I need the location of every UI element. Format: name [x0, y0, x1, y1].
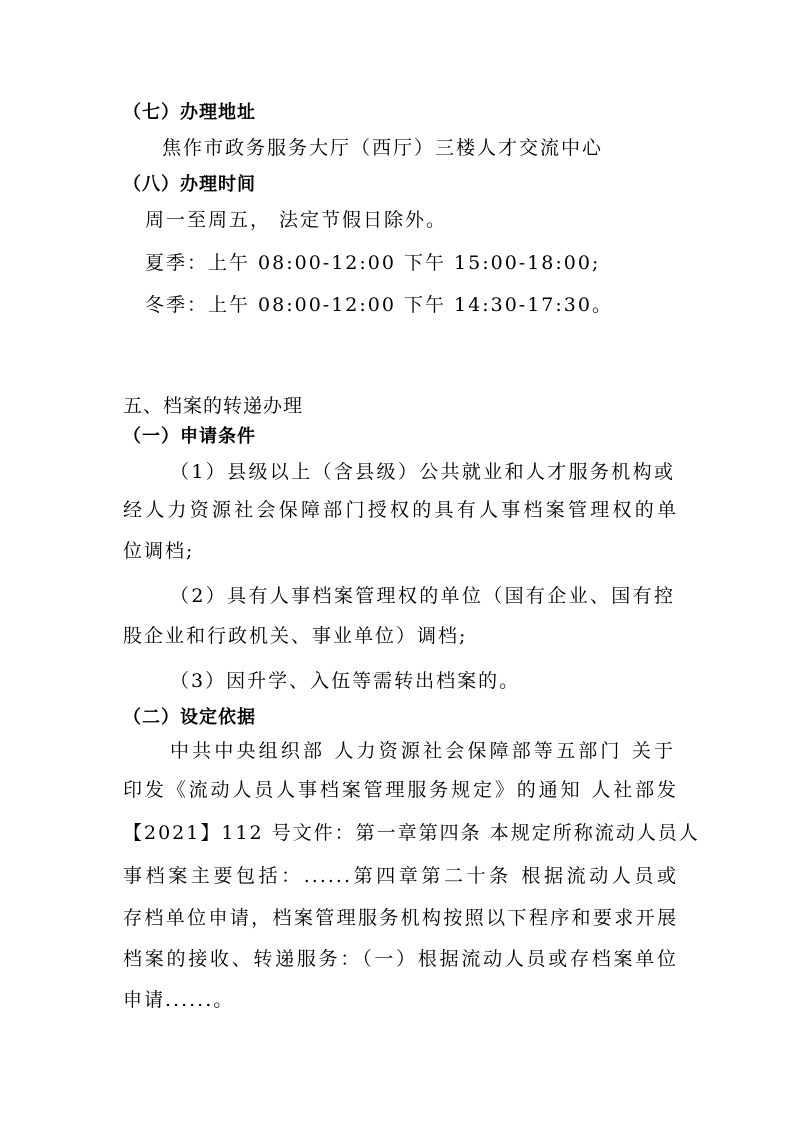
basis-line: 中共中央组织部 人力资源社会保障部等五部门 关于 [170, 740, 675, 762]
winter-hours: 冬季：上午 08:00-12:00 下午 14:30-17:30。 [145, 294, 613, 316]
condition-line: 经人力资源社会保障部门授权的具有人事档案管理权的单 [123, 499, 678, 521]
basis-line: 存档单位申请，档案管理服务机构按照以下程序和要求开展 [123, 907, 678, 929]
basis-line: 【2021】112 号文件：第一章第四条 本规定所称流动人员人 [123, 822, 700, 844]
condition-line: （3）因升学、入伍等需转出档案的。 [170, 670, 521, 692]
condition-line: 股企业和行政机关、事业单位）调档; [123, 625, 468, 647]
section-5-title: 五、档案的转递办理 [123, 395, 304, 417]
basis-line: 印发《流动人员人事档案管理服务规定》的通知 人社部发 [123, 779, 678, 801]
condition-line: 位调档; [123, 540, 195, 562]
basis-line: 申请......。 [123, 989, 235, 1011]
office-address: 焦作市政务服务大厅（西厅）三楼人才交流中心 [162, 137, 604, 159]
legal-basis-heading: （二）设定依据 [123, 707, 256, 728]
condition-line: （1）县级以上（含县级）公共就业和人才服务机构或 [170, 461, 675, 483]
summer-hours: 夏季：上午 08:00-12:00 下午 15:00-18:00; [145, 252, 601, 274]
basis-line: 事档案主要包括：......第四章第二十条 根据流动人员或 [123, 865, 678, 887]
working-days: 周一至周五， 法定节假日除外。 [145, 209, 448, 231]
condition-line: （2）具有人事档案管理权的单位（国有企业、国有控 [170, 585, 675, 607]
section-7-heading: （七）办理地址 [123, 102, 256, 123]
section-8-heading: （八）办理时间 [123, 174, 256, 195]
basis-line: 档案的接收、转递服务：（一）根据流动人员或存档案单位 [123, 948, 678, 970]
application-conditions-heading: （一）申请条件 [123, 426, 256, 447]
